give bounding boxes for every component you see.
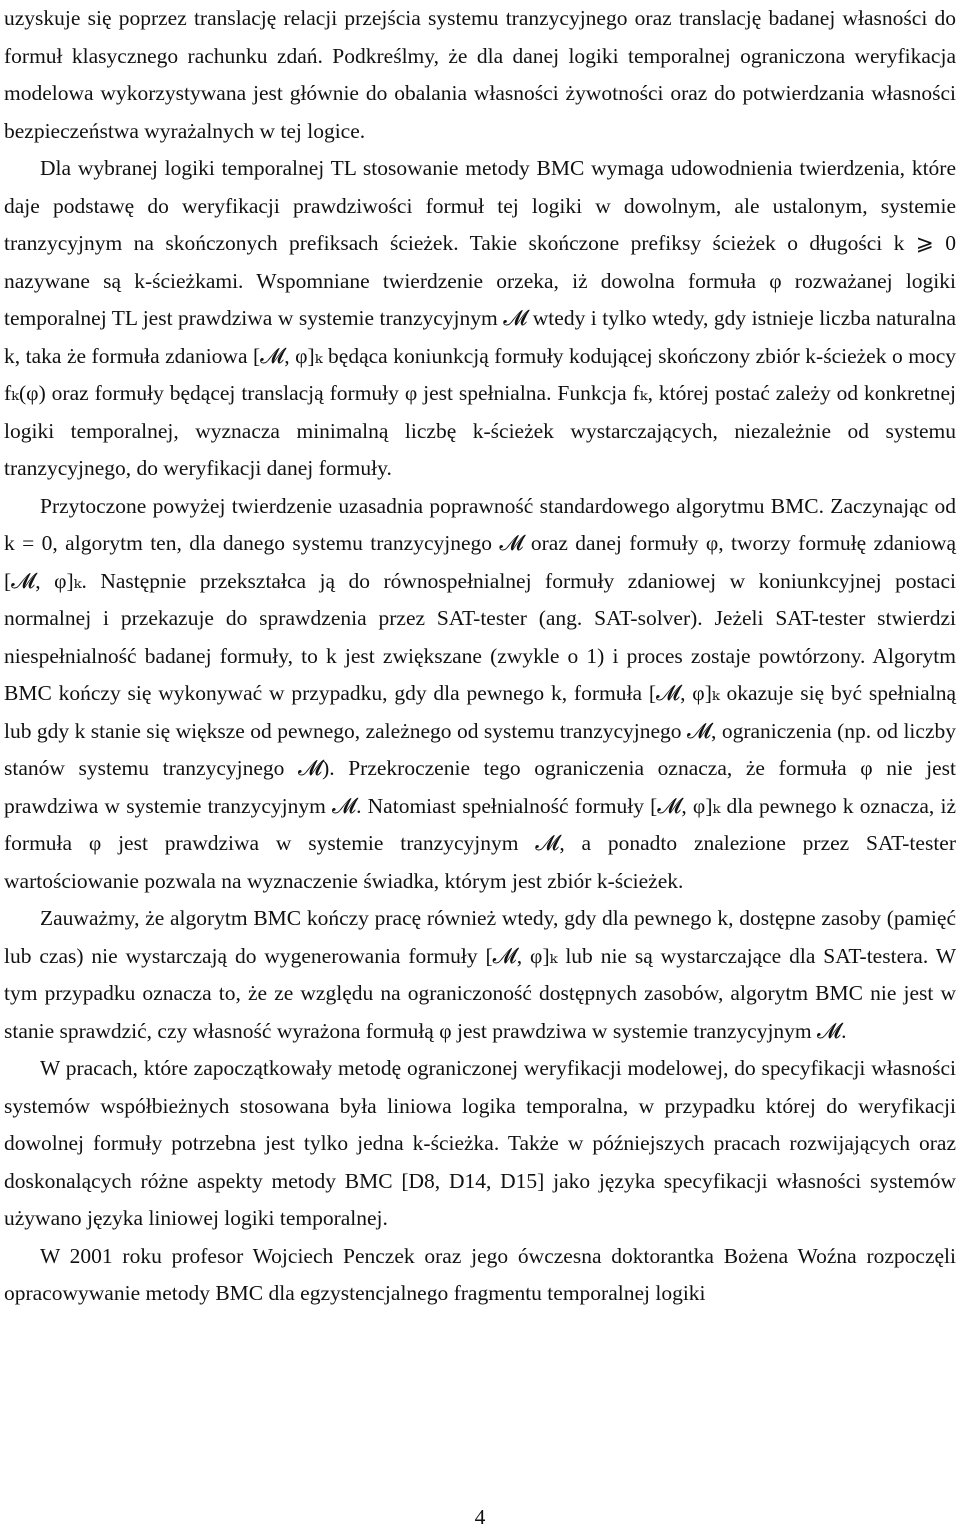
paragraph-resources: Zauważmy, że algorytm BMC kończy pracę również wtedy, gdy dla pewnego k, dostępne zasoby (pamięć lub czas) nie wystarczają do wygenerowania formuły [𝓜, φ]ₖ lub nie są wystarczające dla SAT-testera. W tym przypadku oznacza to, że ze względu na ograniczoność dostępnych zasobów, algorytm BMC nie jest w stanie sprawdzić, czy własność wyrażona formułą φ jest prawdziwa w systemie tranzycyjnym 𝓜. — [4, 906, 956, 1043]
page-number: 4 — [474, 1505, 486, 1529]
paragraph-bmc-theorem: Dla wybranej logiki temporalnej TL stosowanie metody BMC wymaga udowodnienia twierdzenia, które daje podstawę do weryfikacji prawdziwości formuł tej logiki w dowolnym, ale ustalonym, systemie tranzycyjnym na skończonych prefiksach ścieżek. Takie skończone prefiksy ścieżek o długości k ⩾ 0 nazywane są k-ścieżkami. Wspomniane twierdzenie orzeka, iż dowolna formuła φ rozważanej logiki temporalnej TL jest prawdziwa w systemie tranzycyjnym 𝓜 wtedy i tylko wtedy, gdy istnieje liczba naturalna k, taka że formuła zdaniowa [𝓜, φ]ₖ będąca koniunkcją formuły kodującej skończony zbiór k-ścieżek o mocy fₖ(φ) oraz formuły będącej translacją formuły φ jest spełnialna. Funkcja fₖ, której postać zależy od konkretnej logiki temporalnej, wyznacza minimalną liczbę k-ścieżek wystarczających, niezależnie od systemu tranzycyjnego, do weryfikacji danej formuły. — [4, 156, 956, 480]
paragraph-intro-continued: uzyskuje się poprzez translację relacji przejścia systemu tranzycyjnego oraz translację badanej własności do formuł klasycznego rachunku zdań. Podkreślmy, że dla danej logiki temporalnej ograniczona weryfikacja modelowa wykorzystywana jest głównie do obalania własności żywotności oraz do potwierdzania własności bezpieczeństwa wyrażalnych w tej logice. — [4, 6, 956, 143]
document-page — [4, 0, 956, 1533]
paragraph-linear-logic: W pracach, które zapoczątkowały metodę ograniczonej weryfikacji modelowej, do specyfikacji własności systemów współbieżnych stosowana była liniowa logika temporalna, w przypadku której do weryfikacji dowolnej formuły potrzebna jest tylko jedna k-ścieżka. Także w późniejszych pracach rozwijających oraz doskonalących różne aspekty metody BMC [D8, D14, D15] jako języka specyfikacji własności systemów używano języka liniowej logiki temporalnej. — [4, 1056, 956, 1230]
paragraph-penczek-wozna: W 2001 roku profesor Wojciech Penczek oraz jego ówczesna doktorantka Bożena Woźna rozpoczęli opracowywanie metody BMC dla egzystencjalnego fragmentu temporalnej logiki — [4, 1243, 956, 1305]
paragraph-bmc-algorithm: Przytoczone powyżej twierdzenie uzasadnia poprawność standardowego algorytmu BMC. Zaczynając od k = 0, algorytm ten, dla danego systemu tranzycyjnego 𝓜 oraz danej formuły φ, tworzy formułę zdaniową [𝓜, φ]ₖ. Następnie przekształca ją do równospełnialnej formuły zdaniowej w koniunkcyjnej postaci normalnej i przekazuje do sprawdzenia przez SAT-tester (ang. SAT-solver). Jeżeli SAT-tester stwierdzi niespełnialność badanej formuły, to k jest zwiększane (zwykle o 1) i proces zostaje powtórzony. Algorytm BMC kończy się wykonywać w przypadku, gdy dla pewnego k, formuła [𝓜, φ]ₖ okazuje się być spełnialną lub gdy k stanie się większe od pewnego, zależnego od systemu tranzycyjnego 𝓜, ograniczenia (np. od liczby stanów systemu tranzycyjnego 𝓜). Przekroczenie tego ograniczenia oznacza, że formuła φ nie jest prawdziwa w systemie tranzycyjnym 𝓜. Natomiast spełnialność formuły [𝓜, φ]ₖ dla pewnego k oznacza, iż formuła φ jest prawdziwa w systemie tranzycyjnym 𝓜, a ponadto znalezione przez SAT-tester wartościowanie pozwala na wyznaczenie świadka, którym jest zbiór k-ścieżek. — [4, 493, 956, 893]
